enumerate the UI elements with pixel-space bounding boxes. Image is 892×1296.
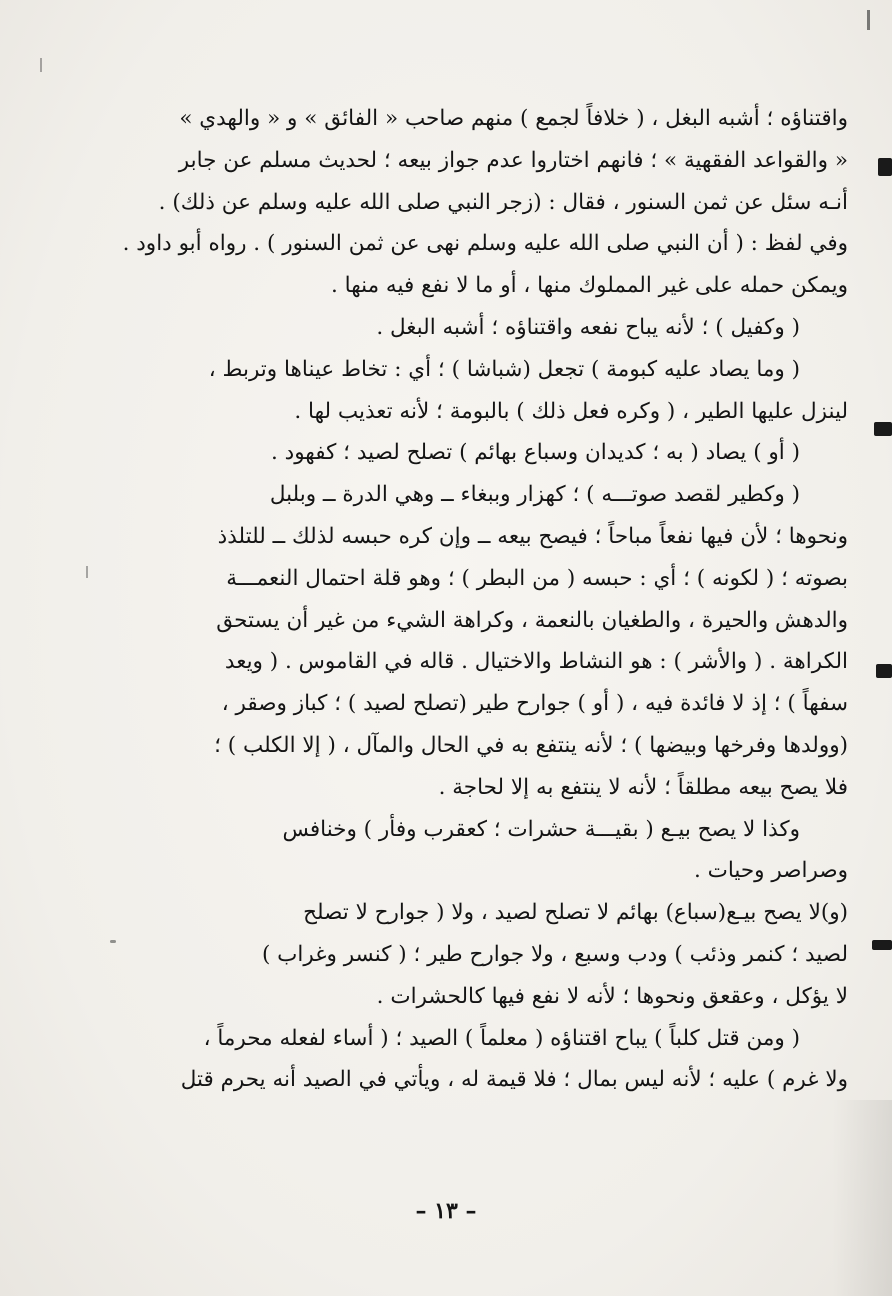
text-line: وكذا لا يصح بيـع ( بقيـــة حشرات ؛ كعقرب وفأر ) وخنافس xyxy=(282,816,800,842)
text-line: ( أو ) يصاد ( به ؛ كديدان وسباع بهائم ) تصلح لصيد ؛ كفهود . xyxy=(270,440,800,466)
scan-speck xyxy=(876,664,892,678)
scan-speck xyxy=(872,940,892,950)
text-line: وفي لفظ : ( أن النبي صلى الله عليه وسلم نهى عن ثمن السنور ) . رواه أبو داود . xyxy=(122,231,848,257)
text-line: ( ومن قتل كلباً ) يباح اقتناؤه ( معلماً ) الصيد ؛ ( أساء لفعله محرماً ، xyxy=(203,1025,800,1051)
text-line: لينزل عليها الطير ، ( وكره فعل ذلك ) بالبومة ؛ لأنه تعذيب لها . xyxy=(294,398,848,424)
text-line: لا يؤكل ، وعقعق ونحوها ؛ لأنه لا نفع فيها كالحشرات . xyxy=(376,983,848,1009)
text-line: واقتناؤه ؛ أشبه البغل ، ( خلافاً لجمع ) منهم صاحب « الفائق » و « والهدي » xyxy=(179,106,848,131)
scan-speck xyxy=(878,158,892,176)
text-line: (و)لا يصح بيـع(سباع) بهائم لا تصلح لصيد ، ولا ( جوارح لا تصلح xyxy=(303,900,848,926)
text-line: ولا غرم ) عليه ؛ لأنه ليس بمال ؛ فلا قيمة له ، ويأتي في الصيد أنه يحرم قتل xyxy=(180,1067,848,1093)
scan-speck xyxy=(874,422,892,436)
scan-speck xyxy=(110,940,116,943)
text-line: لصيد ؛ كنمر وذئب ) ودب وسبع ، ولا جوارح طير ؛ ( كنسر وغراب ) xyxy=(261,941,848,967)
text-line: فلا يصح بيعه مطلقاً ؛ لأنه لا ينتفع به إلا لحاجة . xyxy=(438,774,848,800)
text-line: ( وما يصاد عليه كبومة ) تجعل (شباشا ) ؛ أي : تخاط عيناها وتربط ، xyxy=(208,356,800,382)
body-text xyxy=(118,98,848,1101)
text-line: وصراصر وحيات . xyxy=(693,858,848,884)
text-line: « والقواعد الفقهية » ؛ فانهم اختاروا عدم جواز بيعه ؛ لحديث مسلم عن جابر xyxy=(178,147,848,173)
text-line: (وولدها وفرخها وبيضها ) ؛ لأنه ينتفع به في الحال والمآل ، ( إلا الكلب ) ؛ xyxy=(214,732,848,758)
text-line: بصوته ؛ ( لكونه ) ؛ أي : حبسه ( من البطر ) ؛ وهو قلة احتمال النعمـــة xyxy=(226,565,848,591)
scan-speck xyxy=(40,58,42,72)
text-line: ( وكفيل ) ؛ لأنه يباح نفعه واقتناؤه ؛ أشبه البغل . xyxy=(376,314,800,340)
text-line: الكراهة . ( والأشر ) : هو النشاط والاختيال . قاله في القاموس . ( ويعد xyxy=(224,649,848,675)
text-line: والدهش والحيرة ، والطغيان بالنعمة ، وكراهة الشيء من غير أن يستحق xyxy=(216,607,848,633)
scan-speck xyxy=(867,10,870,30)
text-line: ( وكطير لقصد صوتـــه ) ؛ كهزار وببغاء ــ وهي الدرة ــ وبلبل xyxy=(269,482,800,508)
text-line: سفهاً ) ؛ إذ لا فائدة فيه ، ( أو ) جوارح طير (تصلح لصيد ) ؛ كباز وصقر ، xyxy=(221,691,848,717)
text-line: ويمكن حمله على غير المملوك منها ، أو ما لا نفع فيه منها . xyxy=(330,273,848,299)
text-line: ونحوها ؛ لأن فيها نفعاً مباحاً ؛ فيصح بيعه ــ وإن كره حبسه لذلك ــ للتلذذ xyxy=(217,523,848,549)
scan-speck xyxy=(86,566,88,578)
page-number: – ١٣ – xyxy=(415,1198,477,1224)
text-line: أنـه سئل عن ثمن السنور ، فقال : (زجر النبي صلى الله عليه وسلم عن ذلك) . xyxy=(158,189,848,215)
